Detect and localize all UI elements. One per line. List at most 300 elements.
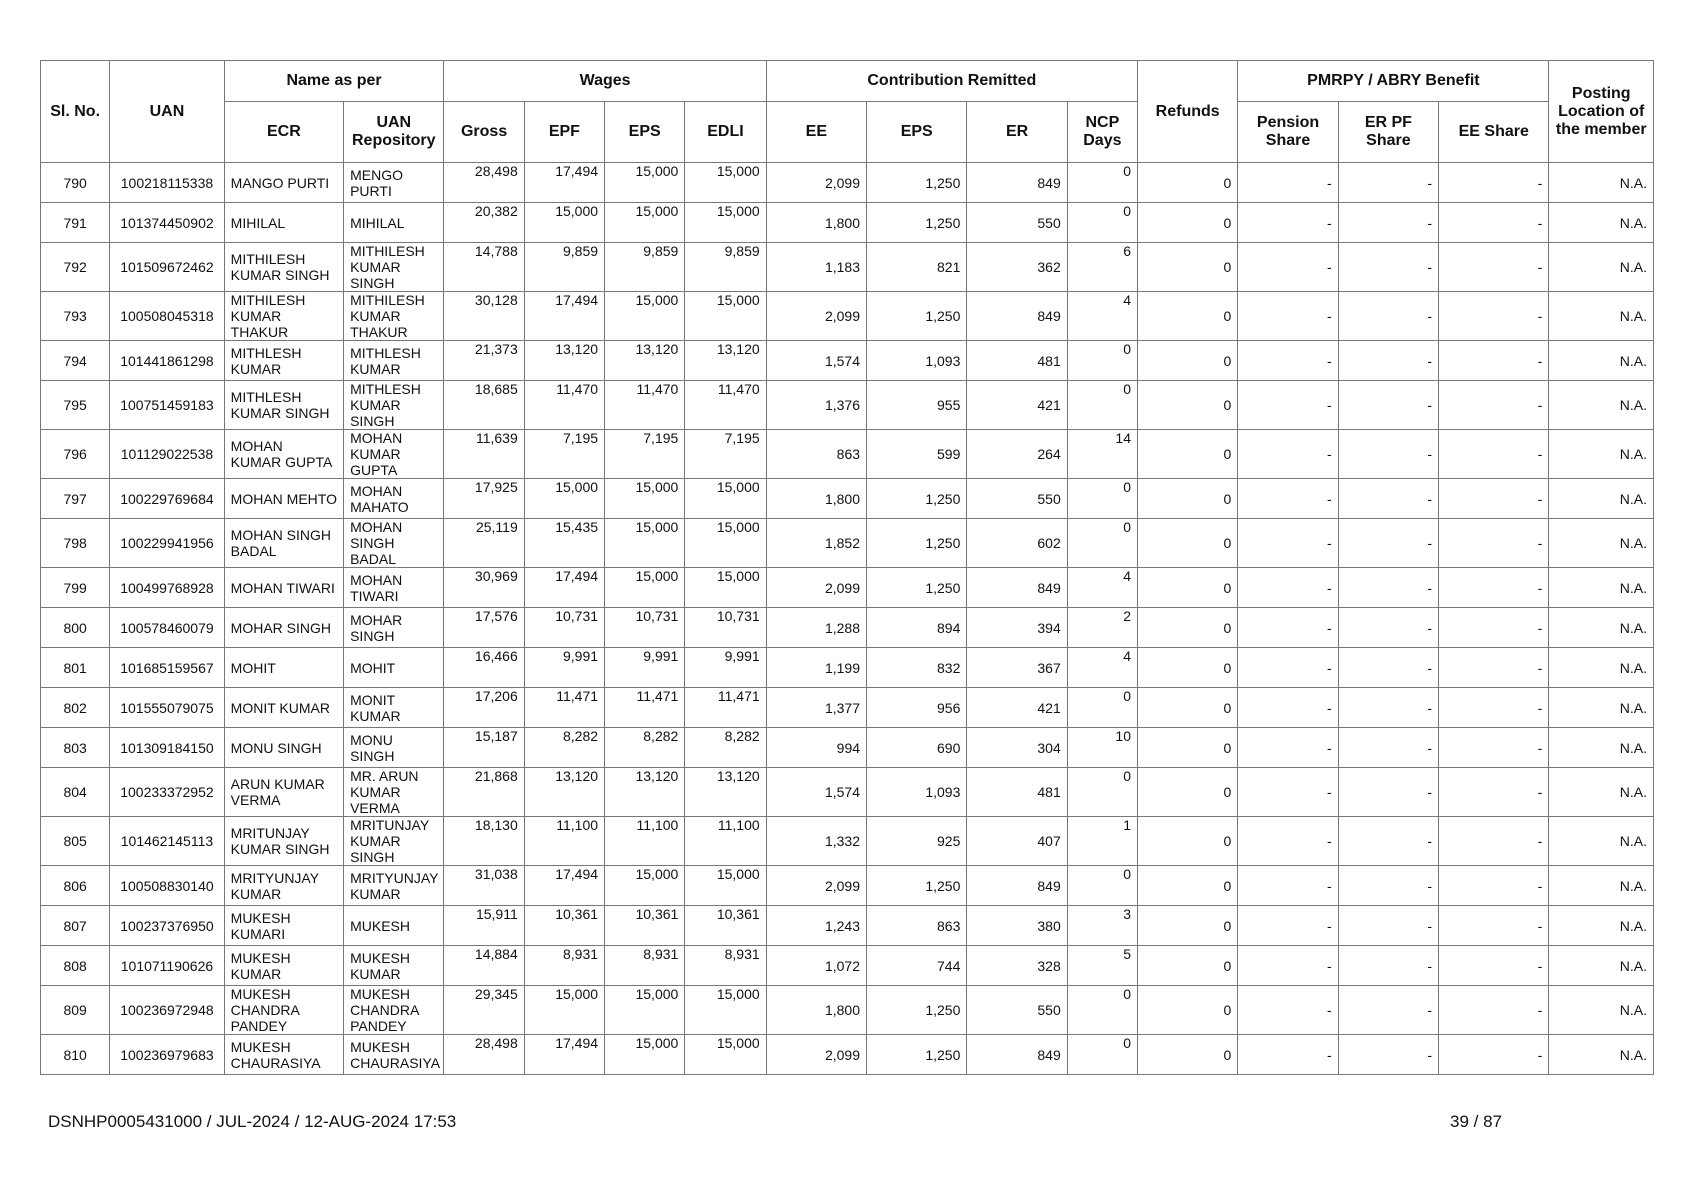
table-header [41,61,1654,163]
cell-contribution-eps: 1,250 [867,519,967,568]
cell-uan: 100236979683 [110,1035,224,1075]
col-er: ER [967,102,1067,163]
cell-uan-repository-name: MITHLESH KUMAR SINGH [344,381,444,430]
col-ncp-days: NCP Days [1067,102,1137,163]
cell-er-pf-share: - [1338,648,1438,688]
cell-sl-no: 808 [41,946,110,986]
cell-gross: 14,788 [444,243,524,292]
cell-ee: 1,332 [766,817,866,866]
cell-ecr-name: MUKESH CHANDRA PANDEY [224,986,343,1035]
cell-refunds: 0 [1137,817,1237,866]
cell-ncp-days: 0 [1067,866,1137,906]
cell-sl-no: 793 [41,292,110,341]
footer-document-id: DSNHP0005431000 / JUL-2024 / 12-AUG-2024 17:53 [48,1112,457,1131]
cell-ncp-days: 1 [1067,817,1137,866]
cell-refunds: 0 [1137,163,1237,203]
cell-ee-share: - [1439,203,1549,243]
cell-ee: 1,852 [766,519,866,568]
cell-ecr-name: MUKESH CHAURASIYA [224,1035,343,1075]
cell-pension-share: - [1238,341,1338,381]
cell-uan: 100508830140 [110,866,224,906]
cell-posting-location: N.A. [1549,568,1654,608]
cell-uan: 100751459183 [110,381,224,430]
table-row [41,728,1654,768]
col-refunds: Refunds [1137,61,1237,163]
cell-edli: 10,731 [685,608,766,648]
col-uan: UAN [110,61,224,163]
cell-er-pf-share: - [1338,243,1438,292]
cell-epf: 15,000 [524,479,604,519]
table-row [41,986,1654,1035]
cell-refunds: 0 [1137,688,1237,728]
cell-sl-no: 795 [41,381,110,430]
cell-pension-share: - [1238,163,1338,203]
cell-ee-share: - [1439,768,1549,817]
cell-er: 849 [967,1035,1067,1075]
cell-refunds: 0 [1137,866,1237,906]
cell-gross: 17,925 [444,479,524,519]
cell-ncp-days: 4 [1067,568,1137,608]
cell-ncp-days: 0 [1067,203,1137,243]
cell-ee-share: - [1439,163,1549,203]
cell-sl-no: 792 [41,243,110,292]
cell-epf: 13,120 [524,341,604,381]
cell-gross: 28,498 [444,1035,524,1075]
cell-er: 264 [967,430,1067,479]
cell-epf: 11,470 [524,381,604,430]
cell-uan: 101129022538 [110,430,224,479]
cell-pension-share: - [1238,906,1338,946]
cell-posting-location: N.A. [1549,608,1654,648]
cell-uan-repository-name: MITHLESH KUMAR [344,341,444,381]
cell-er-pf-share: - [1338,203,1438,243]
cell-uan-repository-name: MRITYUNJAY KUMAR [344,866,444,906]
cell-ee: 2,099 [766,568,866,608]
cell-ncp-days: 5 [1067,946,1137,986]
cell-contribution-eps: 1,250 [867,203,967,243]
cell-ecr-name: MRITYUNJAY KUMAR [224,866,343,906]
cell-ee-share: - [1439,381,1549,430]
cell-contribution-eps: 1,250 [867,866,967,906]
cell-sl-no: 806 [41,866,110,906]
cell-er-pf-share: - [1338,946,1438,986]
cell-er: 849 [967,568,1067,608]
cell-sl-no: 800 [41,608,110,648]
cell-uan: 100237376950 [110,906,224,946]
cell-eps: 8,931 [605,946,685,986]
cell-eps: 9,991 [605,648,685,688]
cell-uan: 101685159567 [110,648,224,688]
cell-ee: 863 [766,430,866,479]
cell-uan: 101462145113 [110,817,224,866]
cell-refunds: 0 [1137,430,1237,479]
cell-sl-no: 810 [41,1035,110,1075]
cell-epf: 15,000 [524,203,604,243]
col-pension-share: Pension Share [1238,102,1338,163]
cell-edli: 8,282 [685,728,766,768]
cell-posting-location: N.A. [1549,728,1654,768]
cell-pension-share: - [1238,608,1338,648]
cell-uan: 100508045318 [110,292,224,341]
cell-gross: 14,884 [444,946,524,986]
cell-edli: 15,000 [685,163,766,203]
cell-contribution-eps: 925 [867,817,967,866]
cell-ee: 1,800 [766,986,866,1035]
cell-epf: 11,100 [524,817,604,866]
cell-uan-repository-name: MOHAR SINGH [344,608,444,648]
cell-gross: 31,038 [444,866,524,906]
cell-edli: 13,120 [685,768,766,817]
cell-er-pf-share: - [1338,608,1438,648]
col-gross: Gross [444,102,524,163]
cell-er: 304 [967,728,1067,768]
cell-edli: 11,470 [685,381,766,430]
cell-contribution-eps: 744 [867,946,967,986]
table-row [41,946,1654,986]
cell-pension-share: - [1238,986,1338,1035]
cell-uan-repository-name: MOHAN SINGH BADAL [344,519,444,568]
cell-contribution-eps: 1,250 [867,986,967,1035]
cell-eps: 15,000 [605,866,685,906]
cell-pension-share: - [1238,203,1338,243]
cell-pension-share: - [1238,381,1338,430]
cell-edli: 11,471 [685,688,766,728]
cell-ncp-days: 0 [1067,1035,1137,1075]
cell-contribution-eps: 863 [867,906,967,946]
col-epf: EPF [524,102,604,163]
cell-refunds: 0 [1137,906,1237,946]
cell-uan-repository-name: MITHILESH KUMAR THAKUR [344,292,444,341]
cell-posting-location: N.A. [1549,163,1654,203]
cell-sl-no: 799 [41,568,110,608]
table-row [41,479,1654,519]
cell-uan: 101555079075 [110,688,224,728]
cell-er: 849 [967,866,1067,906]
group-wages: Wages [444,61,766,102]
cell-er-pf-share: - [1338,381,1438,430]
cell-sl-no: 801 [41,648,110,688]
table-row [41,866,1654,906]
cell-sl-no: 807 [41,906,110,946]
cell-contribution-eps: 1,250 [867,479,967,519]
cell-ee-share: - [1439,906,1549,946]
cell-ncp-days: 0 [1067,163,1137,203]
cell-ecr-name: MOHAR SINGH [224,608,343,648]
cell-ee-share: - [1439,519,1549,568]
cell-posting-location: N.A. [1549,292,1654,341]
cell-posting-location: N.A. [1549,648,1654,688]
cell-refunds: 0 [1137,986,1237,1035]
cell-ee: 2,099 [766,1035,866,1075]
cell-ee: 1,376 [766,381,866,430]
cell-epf: 10,361 [524,906,604,946]
cell-eps: 15,000 [605,1035,685,1075]
col-er-pf-share: ER PF Share [1338,102,1438,163]
cell-er-pf-share: - [1338,479,1438,519]
cell-epf: 9,859 [524,243,604,292]
cell-pension-share: - [1238,866,1338,906]
cell-ecr-name: ARUN KUMAR VERMA [224,768,343,817]
cell-uan-repository-name: MUKESH [344,906,444,946]
cell-ee-share: - [1439,946,1549,986]
cell-ee-share: - [1439,341,1549,381]
cell-ncp-days: 6 [1067,243,1137,292]
cell-pension-share: - [1238,648,1338,688]
cell-sl-no: 794 [41,341,110,381]
cell-ee-share: - [1439,728,1549,768]
cell-edli: 15,000 [685,479,766,519]
cell-er-pf-share: - [1338,568,1438,608]
cell-er: 421 [967,688,1067,728]
cell-uan-repository-name: MR. ARUN KUMAR VERMA [344,768,444,817]
cell-ee: 994 [766,728,866,768]
cell-uan: 101374450902 [110,203,224,243]
cell-posting-location: N.A. [1549,768,1654,817]
cell-refunds: 0 [1137,479,1237,519]
cell-uan-repository-name: MUKESH CHAURASIYA [344,1035,444,1075]
cell-contribution-eps: 1,250 [867,1035,967,1075]
cell-epf: 13,120 [524,768,604,817]
cell-refunds: 0 [1137,568,1237,608]
cell-gross: 21,373 [444,341,524,381]
cell-posting-location: N.A. [1549,243,1654,292]
cell-refunds: 0 [1137,381,1237,430]
cell-er-pf-share: - [1338,728,1438,768]
cell-sl-no: 790 [41,163,110,203]
cell-er: 550 [967,479,1067,519]
cell-eps: 8,282 [605,728,685,768]
cell-eps: 15,000 [605,163,685,203]
cell-pension-share: - [1238,768,1338,817]
cell-ncp-days: 14 [1067,430,1137,479]
cell-ee: 2,099 [766,866,866,906]
cell-ecr-name: MITHILESH KUMAR THAKUR [224,292,343,341]
cell-gross: 16,466 [444,648,524,688]
col-eps: EPS [605,102,685,163]
cell-contribution-eps: 821 [867,243,967,292]
group-pmrpy-abry: PMRPY / ABRY Benefit [1238,61,1549,102]
cell-refunds: 0 [1137,768,1237,817]
cell-ee: 1,288 [766,608,866,648]
cell-ee-share: - [1439,986,1549,1035]
cell-er-pf-share: - [1338,341,1438,381]
ecr-table [40,60,1654,1075]
cell-contribution-eps: 1,250 [867,163,967,203]
table-row [41,243,1654,292]
cell-ee: 2,099 [766,292,866,341]
cell-posting-location: N.A. [1549,688,1654,728]
cell-contribution-eps: 1,093 [867,768,967,817]
cell-posting-location: N.A. [1549,946,1654,986]
cell-uan-repository-name: MONIT KUMAR [344,688,444,728]
cell-er: 849 [967,292,1067,341]
cell-gross: 30,128 [444,292,524,341]
cell-er-pf-share: - [1338,866,1438,906]
cell-ee-share: - [1439,817,1549,866]
cell-sl-no: 809 [41,986,110,1035]
cell-ecr-name: MUKESH KUMARI [224,906,343,946]
cell-epf: 11,471 [524,688,604,728]
cell-refunds: 0 [1137,728,1237,768]
cell-er-pf-share: - [1338,768,1438,817]
cell-ee: 1,377 [766,688,866,728]
cell-er: 380 [967,906,1067,946]
cell-edli: 15,000 [685,986,766,1035]
cell-ecr-name: MOHAN MEHTO [224,479,343,519]
cell-ncp-days: 0 [1067,341,1137,381]
header-row-top [41,61,1654,102]
cell-uan-repository-name: MOHAN MAHATO [344,479,444,519]
cell-refunds: 0 [1137,608,1237,648]
cell-refunds: 0 [1137,243,1237,292]
cell-ncp-days: 0 [1067,986,1137,1035]
cell-ecr-name: MANGO PURTI [224,163,343,203]
cell-sl-no: 803 [41,728,110,768]
cell-ecr-name: MOHAN SINGH BADAL [224,519,343,568]
cell-contribution-eps: 1,093 [867,341,967,381]
cell-eps: 15,000 [605,203,685,243]
cell-er-pf-share: - [1338,519,1438,568]
cell-uan: 101441861298 [110,341,224,381]
cell-edli: 15,000 [685,203,766,243]
cell-ee-share: - [1439,608,1549,648]
cell-gross: 11,639 [444,430,524,479]
cell-uan-repository-name: MOHAN TIWARI [344,568,444,608]
cell-contribution-eps: 832 [867,648,967,688]
cell-er: 481 [967,768,1067,817]
cell-edli: 15,000 [685,866,766,906]
cell-edli: 13,120 [685,341,766,381]
cell-sl-no: 791 [41,203,110,243]
cell-ncp-days: 0 [1067,381,1137,430]
cell-eps: 11,471 [605,688,685,728]
cell-ee: 1,574 [766,341,866,381]
cell-ecr-name: MITHILESH KUMAR SINGH [224,243,343,292]
cell-eps: 9,859 [605,243,685,292]
cell-posting-location: N.A. [1549,341,1654,381]
cell-ecr-name: MIHILAL [224,203,343,243]
cell-pension-share: - [1238,292,1338,341]
cell-ncp-days: 0 [1067,688,1137,728]
cell-epf: 15,435 [524,519,604,568]
cell-er: 394 [967,608,1067,648]
col-ecr: ECR [224,102,343,163]
cell-ee: 1,183 [766,243,866,292]
table-row [41,519,1654,568]
cell-er-pf-share: - [1338,817,1438,866]
table-body [41,163,1654,1075]
cell-ecr-name: MUKESH KUMAR [224,946,343,986]
cell-epf: 17,494 [524,866,604,906]
cell-edli: 8,931 [685,946,766,986]
cell-ee-share: - [1439,1035,1549,1075]
cell-ecr-name: MOHAN TIWARI [224,568,343,608]
cell-sl-no: 797 [41,479,110,519]
cell-pension-share: - [1238,430,1338,479]
cell-ecr-name: MRITUNJAY KUMAR SINGH [224,817,343,866]
cell-refunds: 0 [1137,1035,1237,1075]
cell-ecr-name: MONU SINGH [224,728,343,768]
cell-uan-repository-name: MUKESH CHANDRA PANDEY [344,986,444,1035]
cell-eps: 10,731 [605,608,685,648]
cell-uan-repository-name: MOHAN KUMAR GUPTA [344,430,444,479]
cell-posting-location: N.A. [1549,986,1654,1035]
cell-er-pf-share: - [1338,986,1438,1035]
cell-edli: 11,100 [685,817,766,866]
cell-refunds: 0 [1137,946,1237,986]
cell-posting-location: N.A. [1549,479,1654,519]
cell-edli: 7,195 [685,430,766,479]
cell-gross: 17,576 [444,608,524,648]
cell-ncp-days: 0 [1067,479,1137,519]
cell-uan-repository-name: MOHIT [344,648,444,688]
table-row [41,768,1654,817]
cell-edli: 9,991 [685,648,766,688]
cell-ee-share: - [1439,688,1549,728]
cell-er: 481 [967,341,1067,381]
cell-ecr-name: MITHLESH KUMAR SINGH [224,381,343,430]
cell-er: 602 [967,519,1067,568]
cell-er: 328 [967,946,1067,986]
cell-epf: 17,494 [524,1035,604,1075]
cell-pension-share: - [1238,728,1338,768]
cell-contribution-eps: 955 [867,381,967,430]
cell-er-pf-share: - [1338,1035,1438,1075]
cell-er: 367 [967,648,1067,688]
cell-epf: 15,000 [524,986,604,1035]
cell-ee-share: - [1439,292,1549,341]
cell-contribution-eps: 599 [867,430,967,479]
cell-edli: 15,000 [685,519,766,568]
col-posting-location: Posting Location of the member [1549,61,1654,163]
cell-refunds: 0 [1137,648,1237,688]
cell-ecr-name: MOHIT [224,648,343,688]
cell-ee: 1,072 [766,946,866,986]
cell-pension-share: - [1238,1035,1338,1075]
cell-posting-location: N.A. [1549,203,1654,243]
cell-uan: 100499768928 [110,568,224,608]
cell-ee-share: - [1439,479,1549,519]
cell-pension-share: - [1238,519,1338,568]
col-ee: EE [766,102,866,163]
cell-posting-location: N.A. [1549,866,1654,906]
table-row [41,292,1654,341]
col-ee-share: EE Share [1439,102,1549,163]
cell-uan: 100229769684 [110,479,224,519]
cell-uan-repository-name: MUKESH KUMAR [344,946,444,986]
cell-epf: 7,195 [524,430,604,479]
cell-ee: 1,800 [766,203,866,243]
header-row-sub [41,102,1654,163]
table-row [41,163,1654,203]
cell-edli: 15,000 [685,568,766,608]
cell-ncp-days: 2 [1067,608,1137,648]
table-row [41,817,1654,866]
cell-er-pf-share: - [1338,163,1438,203]
cell-er: 550 [967,986,1067,1035]
cell-er: 407 [967,817,1067,866]
cell-gross: 25,119 [444,519,524,568]
cell-uan: 101071190626 [110,946,224,986]
cell-uan-repository-name: MIHILAL [344,203,444,243]
cell-sl-no: 802 [41,688,110,728]
table-row [41,906,1654,946]
cell-er: 362 [967,243,1067,292]
cell-er: 550 [967,203,1067,243]
cell-ee-share: - [1439,866,1549,906]
cell-gross: 18,130 [444,817,524,866]
cell-er: 849 [967,163,1067,203]
